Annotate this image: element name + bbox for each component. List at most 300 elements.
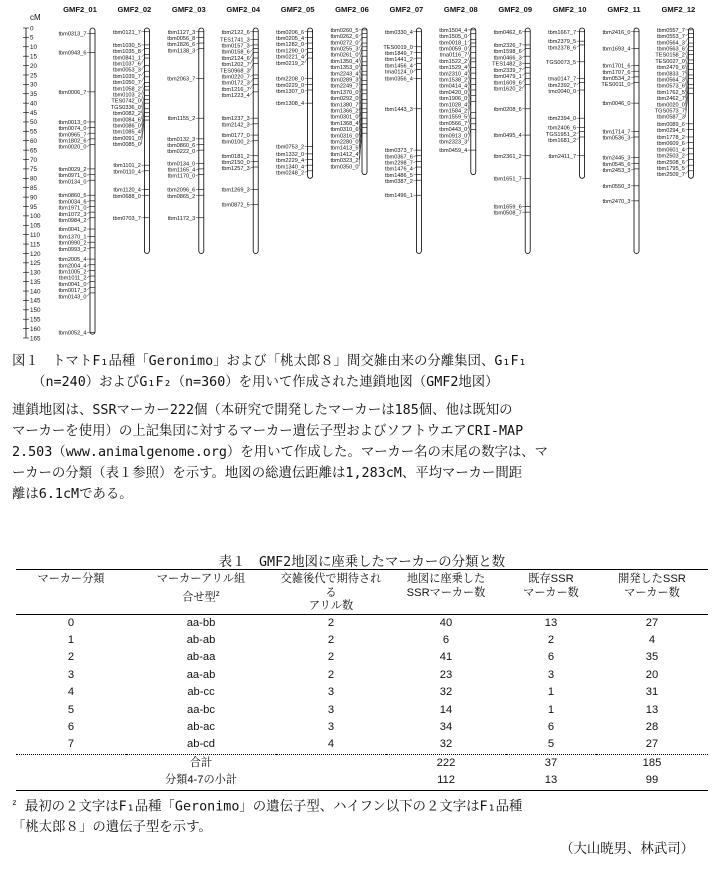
- axis-tick-label: 130: [30, 269, 41, 277]
- marker-label: tbm1030_5: [112, 42, 141, 49]
- marker-label: tbm2394_0: [548, 116, 577, 123]
- figure-caption-line: 図１ トマトF₁品種「Geronimo」および「桃太郎８」間交雑由来の分離集団、G₁F₁: [12, 354, 527, 369]
- marker-connector: [468, 39, 471, 42]
- marker-connector: [250, 79, 253, 83]
- marker-label: tbm0206_6: [276, 29, 305, 36]
- axis-tick-label: 20: [30, 62, 38, 70]
- marker-connector: [685, 37, 688, 42]
- marker-connector: [250, 124, 253, 125]
- marker-label: tbm0566_7: [439, 120, 468, 127]
- marker-label: tbm0220_7: [221, 74, 250, 81]
- marker-connector: [87, 128, 90, 129]
- cell-existing: 1: [547, 703, 555, 716]
- marker-connector: [413, 58, 416, 59]
- marker-connector: [305, 84, 308, 85]
- marker-label: tbm1707_6: [602, 69, 631, 76]
- marker-label: tbm0103_2: [112, 92, 141, 99]
- marker-connector: [685, 165, 688, 168]
- marker-connector: [468, 129, 471, 141]
- marker-label: tbm1072_3: [58, 211, 87, 218]
- marker-connector: [141, 49, 144, 51]
- marker-connector: [685, 148, 688, 149]
- axis-tick-label: 150: [30, 307, 41, 315]
- cell-class: 0: [67, 616, 75, 629]
- cell-alleles: 2: [327, 668, 335, 681]
- marker-label: tbm0387_2: [384, 179, 413, 186]
- marker-label: tbm0913_0: [439, 133, 468, 140]
- axis-tick-label: 110: [30, 231, 41, 239]
- marker-label: tbm2298_7: [384, 160, 413, 167]
- cell-type: ab-ac: [187, 720, 215, 733]
- marker-label: tbm1496_1: [384, 193, 413, 200]
- marker-connector: [631, 82, 634, 84]
- marker-label: tbm1170_0: [167, 173, 196, 180]
- marker-label: tbm2462_7: [656, 96, 685, 103]
- marker-label: tbm0688_0: [112, 193, 141, 200]
- marker-label: tbm0557_7: [656, 27, 685, 34]
- marker-label: TES0019_0: [383, 44, 413, 51]
- marker-connector: [250, 84, 253, 89]
- marker-connector: [685, 154, 688, 156]
- marker-label: tbm1413_5: [330, 145, 359, 152]
- header-text: 合せ型: [182, 591, 216, 604]
- marker-label: tbm1651_7: [493, 176, 522, 183]
- linkage-group-title: GMF2_02: [117, 5, 152, 14]
- marker-label: tbm0367_6: [384, 154, 413, 161]
- marker-label: tbm0017_3: [58, 288, 87, 295]
- figure-caption-line: （n=240）およびG₁F₂（n=360）を用いて作成された連鎖地図（GMF2地図）: [12, 375, 499, 390]
- linkage-group-bar: [362, 28, 367, 175]
- marker-label: tbm0495_4: [493, 133, 522, 140]
- marker-label: tbm0020_0: [58, 144, 87, 151]
- cell-developed: 31: [645, 686, 659, 699]
- marker-label: tbm1308_4: [276, 101, 305, 108]
- marker-label: tbm2509_7: [656, 172, 685, 179]
- marker-label: tbm0056_8: [167, 35, 196, 42]
- marker-connector: [305, 90, 308, 91]
- header-text: マーカー数: [624, 586, 680, 599]
- header-existing-ssr: [506, 570, 596, 615]
- cell-class: 2: [67, 651, 75, 664]
- header-text: マーカー分類: [37, 573, 105, 585]
- axis-tick-label: 45: [30, 109, 38, 117]
- marker-label: tbm0860_6: [167, 143, 196, 150]
- marker-connector: [468, 118, 471, 129]
- cell-alleles: 3: [327, 720, 335, 733]
- marker-connector: [305, 37, 308, 38]
- cell-type: ab-ab: [186, 633, 216, 646]
- marker-label: tbm2124_6: [221, 55, 250, 62]
- marker-connector: [468, 34, 471, 36]
- linkage-group-title: GMF2_11: [607, 5, 641, 14]
- marker-label: tbm0323_2: [330, 158, 359, 165]
- marker-connector: [141, 90, 144, 101]
- linkage-group-title: GMF2_01: [63, 5, 97, 14]
- marker-label: tbm0262_6: [330, 34, 359, 41]
- marker-label: tbm1522_2: [439, 58, 468, 65]
- cell-developed: 27: [645, 738, 659, 751]
- marker-label: tbm0563_6: [656, 46, 685, 53]
- marker-connector: [141, 195, 144, 196]
- marker-label: tbm1223_4: [221, 93, 250, 100]
- marker-label: TES0027_0: [655, 58, 685, 65]
- marker-label: tbm0479_1: [493, 74, 522, 81]
- cell-mapped: 222: [386, 754, 506, 772]
- marker-label: TES0742_0: [111, 98, 141, 105]
- marker-connector: [305, 165, 308, 166]
- marker-connector: [305, 160, 308, 161]
- marker-connector: [577, 82, 580, 84]
- marker-connector: [250, 167, 253, 168]
- footnote-mark: z: [215, 588, 220, 598]
- cell-existing: 13: [506, 772, 596, 790]
- axis-tick-label: 155: [30, 316, 41, 324]
- marker-label: tbm2406_6: [548, 125, 577, 132]
- marker-label: tbm1307_0: [276, 89, 305, 96]
- marker-connector: [359, 56, 362, 67]
- marker-connector: [685, 34, 688, 36]
- marker-label: tbm1269_3: [221, 187, 250, 194]
- marker-connector: [250, 45, 253, 46]
- linkage-group-title: GMF2_12: [661, 5, 696, 14]
- marker-connector: [87, 242, 90, 243]
- marker-connector: [196, 43, 199, 44]
- marker-label: tbm0052_4: [58, 330, 87, 337]
- axis-tick-label: 65: [30, 147, 38, 155]
- marker-label: tbm0313_7: [58, 31, 87, 38]
- axis-tick-label: 120: [30, 250, 41, 258]
- marker-label: tbm1762_5: [656, 89, 685, 96]
- marker-label: tbm1257_3: [221, 166, 250, 173]
- figure-description-line: 離は6.1cMである。: [12, 487, 133, 502]
- marker-label: tbm1505_0: [439, 34, 468, 41]
- marker-connector: [141, 77, 144, 82]
- marker-label: tbm0255_3: [330, 46, 359, 53]
- marker-label: tbm1282_0: [276, 42, 305, 49]
- marker-label: tbm0006_7: [58, 89, 87, 96]
- marker-connector: [577, 131, 580, 133]
- marker-label: tbm1011_2: [58, 275, 87, 282]
- marker-label: tbm2416_0: [602, 29, 631, 36]
- marker-label: tbm1504_4: [439, 27, 468, 34]
- table-header-row: [16, 570, 708, 615]
- marker-connector: [413, 167, 416, 169]
- marker-label: tbm2243_4: [330, 71, 359, 78]
- table-total-row: [16, 754, 708, 772]
- marker-label: tbm0965_7: [58, 132, 87, 139]
- marker-label: tbm2208_0: [276, 76, 305, 83]
- marker-label: tbm0860_5: [58, 193, 87, 200]
- marker-label: tbm0177_0: [221, 133, 250, 140]
- marker-label: tbm1795_5: [656, 165, 685, 172]
- marker-connector: [250, 52, 253, 57]
- marker-label: tbm0046_0: [602, 101, 631, 108]
- marker-connector: [87, 139, 90, 141]
- marker-connector: [87, 144, 90, 146]
- marker-connector: [577, 137, 580, 140]
- marker-label: tbm0330_4: [384, 29, 413, 36]
- marker-connector: [196, 49, 199, 51]
- marker-label: tbm2280_0: [330, 139, 359, 146]
- linkage-group-bar: [634, 28, 639, 253]
- table-row: [16, 667, 708, 684]
- axis-tick-label: 50: [30, 119, 38, 127]
- header-marker-class: [16, 570, 126, 615]
- cell-existing: 1: [547, 686, 555, 699]
- marker-connector: [577, 45, 580, 47]
- marker-connector: [413, 180, 416, 181]
- cell-existing: 3: [547, 668, 555, 681]
- marker-label: tbm1127_3: [167, 29, 196, 36]
- figure-description-line: ーカーの分類（表１参照）を示す。地図の総遺伝距離は1,283cM、平均マーカー間距: [12, 466, 523, 481]
- marker-label: tbm0074_0: [58, 126, 87, 133]
- axis-tick-label: 40: [30, 100, 38, 108]
- marker-label: tbm1340_4: [276, 164, 305, 171]
- marker-label: tbm0872_5: [221, 202, 250, 209]
- cell-mapped: 40: [439, 616, 453, 629]
- marker-label: tbm2249_7: [330, 83, 359, 90]
- marker-label: TES0968_3: [220, 68, 250, 75]
- marker-connector: [87, 282, 90, 284]
- marker-label: tbm1085_4: [112, 129, 141, 136]
- marker-label: tbm1370_0: [330, 89, 359, 96]
- cell-mapped: 6: [442, 633, 450, 646]
- marker-label: tbm1906_0: [439, 96, 468, 103]
- marker-label: tbm0289_3: [330, 77, 359, 84]
- axis-tick-label: 105: [30, 222, 41, 230]
- marker-label: tbm0229_0: [276, 82, 305, 89]
- linkage-group-title: GMF2_04: [226, 5, 261, 14]
- marker-label: tbm0053_3: [112, 67, 141, 74]
- header-text: マーカー数: [523, 586, 579, 599]
- marker-label: tma0116_7: [439, 52, 468, 59]
- marker-label: tbm0172_3: [221, 80, 250, 87]
- linkage-group-title: GMF2_06: [335, 5, 369, 14]
- marker-label: tbm0294_6: [656, 128, 685, 135]
- marker-label: tbm0100_2: [221, 139, 250, 146]
- marker-label: tbm2096_6: [167, 187, 196, 194]
- axis-tick-label: 35: [30, 91, 38, 99]
- cell-class: 5: [67, 703, 75, 716]
- marker-connector: [305, 58, 308, 63]
- axis-tick-label: 90: [30, 194, 38, 202]
- marker-connector: [685, 171, 688, 174]
- marker-connector: [87, 293, 90, 296]
- marker-label: TES1482_3: [492, 61, 522, 68]
- marker-label: tbm2411_7: [548, 153, 577, 160]
- table-row: [16, 702, 708, 719]
- cell-alleles: 3: [327, 703, 335, 716]
- marker-connector: [685, 94, 688, 117]
- marker-label: tbm0222_0: [167, 149, 196, 156]
- marker-connector: [468, 73, 471, 86]
- marker-label: tbm0208_6: [493, 106, 522, 113]
- footnote-line: [12, 792, 522, 817]
- marker-label: tbm0609_6: [656, 141, 685, 148]
- cell-class: 4: [67, 686, 75, 699]
- axis-tick-label: 70: [30, 156, 38, 164]
- marker-label: TGS0073_5: [545, 59, 577, 66]
- marker-label: tbm2361_2: [493, 153, 522, 160]
- header-text: SSRマーカー数: [406, 586, 486, 599]
- marker-class-table: [16, 569, 708, 791]
- marker-label: tbm0350_0: [330, 164, 359, 171]
- linkage-group-title: GMF2_10: [552, 5, 587, 14]
- marker-connector: [141, 116, 144, 138]
- cell-alleles: 2: [327, 633, 335, 646]
- marker-label: tbm1559_5: [439, 114, 468, 121]
- linkage-group-bar: [90, 28, 95, 334]
- marker-label: tbm1667_7: [548, 29, 577, 36]
- marker-label: tbm1353_0: [330, 65, 359, 72]
- marker-label: tbm0971_0: [58, 173, 87, 180]
- marker-label: tbm0260_5: [330, 27, 359, 34]
- marker-label: tbm2150_0: [221, 159, 250, 166]
- footnote-text: 最初の２文字はF₁品種「Geronimo」の遺伝子型、ハイフン以下の２文字はF₁品種: [16, 799, 523, 815]
- marker-label: tbm2479_6: [656, 65, 685, 72]
- marker-label: tbm1441_2: [384, 57, 413, 64]
- marker-label: tbm1971_0: [58, 205, 87, 212]
- linkage-map-figure: [0, 0, 724, 345]
- marker-label: tbm1693_4: [602, 46, 631, 53]
- marker-label: tbm2004_4: [58, 263, 87, 270]
- marker-connector: [250, 141, 253, 142]
- marker-label: tbm0020_0: [656, 102, 685, 109]
- marker-label: tbm1035_8: [112, 49, 141, 56]
- marker-connector: [305, 52, 308, 56]
- marker-label: tbm0134_0: [58, 179, 87, 186]
- cell-total-label: 合計: [16, 754, 386, 772]
- marker-connector: [196, 150, 199, 151]
- axis-tick-label: 80: [30, 175, 38, 183]
- linkage-group-title: GMF2_08: [443, 5, 478, 14]
- cell-existing: 2: [547, 633, 555, 646]
- marker-label: tbm1778_2: [656, 134, 685, 141]
- marker-connector: [141, 71, 144, 76]
- marker-label: tbm2339_7: [493, 67, 522, 74]
- marker-label: tbm2310_4: [439, 71, 468, 78]
- marker-connector: [87, 212, 90, 214]
- marker-label: TGS0573_7: [654, 108, 685, 115]
- marker-connector: [87, 276, 90, 278]
- marker-label: TES0158_2: [655, 52, 685, 59]
- axis-tick-label: 95: [30, 203, 38, 211]
- marker-connector: [196, 169, 199, 170]
- cell-existing: 6: [547, 651, 555, 664]
- marker-label: tbm1165_4: [167, 167, 196, 174]
- marker-label: tbm0316_0: [330, 133, 359, 140]
- marker-connector: [141, 54, 144, 57]
- table-row: [16, 684, 708, 701]
- marker-connector: [522, 56, 525, 57]
- header-text: マーカーアリル組: [156, 573, 246, 585]
- marker-label: tbm0110_4: [113, 169, 141, 176]
- marker-label: tbm1802_6: [58, 138, 87, 145]
- marker-label: tbm0292_0: [330, 96, 359, 103]
- marker-connector: [196, 144, 199, 145]
- header-text: 既存SSR: [528, 573, 574, 585]
- marker-label: tbm0085_0: [112, 142, 141, 149]
- header-mapped-ssr: [386, 570, 506, 615]
- marker-label: tbm0181_2: [221, 153, 250, 160]
- marker-label: tbm0041_0: [58, 281, 87, 288]
- marker-label: tbm1826_6: [167, 42, 196, 49]
- axis-tick-label: 85: [30, 184, 38, 192]
- marker-label: tbm2005_4: [58, 257, 87, 264]
- marker-label: tbm2445_3: [602, 155, 631, 162]
- marker-label: tbm0536_3: [602, 135, 631, 142]
- header-expected-alleles: [276, 570, 386, 615]
- cell-type: aa-bb: [186, 616, 216, 629]
- marker-label: tbm0462_6: [493, 29, 522, 36]
- marker-connector: [196, 175, 199, 176]
- marker-label: tbm2378_6: [548, 45, 577, 52]
- marker-connector: [87, 206, 90, 207]
- axis-tick-label: 165: [30, 335, 41, 343]
- marker-connector: [87, 175, 90, 176]
- figure-description: [12, 400, 712, 505]
- cell-existing: 37: [506, 754, 596, 772]
- marker-label: tbm0553_7: [656, 34, 685, 41]
- marker-label: TES1741_3: [220, 37, 250, 44]
- cell-alleles: 3: [327, 686, 335, 699]
- marker-label: tbm1681_2: [548, 137, 577, 144]
- marker-connector: [522, 212, 525, 213]
- marker-label: tbm0943_6: [58, 50, 87, 57]
- cell-developed: 4: [648, 633, 656, 646]
- marker-connector: [522, 79, 525, 83]
- marker-label: tbm1037_6: [112, 61, 141, 68]
- marker-label: tbm0534_2: [602, 75, 631, 82]
- marker-connector: [413, 52, 416, 53]
- marker-connector: [413, 161, 416, 162]
- marker-connector: [87, 133, 90, 134]
- marker-label: tbm0157_3: [221, 43, 250, 50]
- marker-label: tbm0587_3: [656, 114, 685, 121]
- header-text: 開発したSSR: [618, 573, 686, 585]
- marker-label: tbm0414_4: [439, 83, 468, 90]
- marker-connector: [522, 67, 525, 69]
- cell-developed: 27: [645, 616, 659, 629]
- marker-label: TGS0336_0: [110, 104, 141, 111]
- marker-label: tbm1039_7: [112, 73, 141, 80]
- marker-label: TGS1951_2: [545, 131, 577, 138]
- marker-connector: [250, 92, 253, 95]
- table-title: 表１ GMF2地図に座乗したマーカーの分類と数: [218, 555, 506, 570]
- marker-label: tbm1202_7: [221, 62, 250, 69]
- axis-tick-label: 125: [30, 260, 41, 268]
- header-text: 地図に座乗した: [406, 573, 486, 585]
- marker-label: tbm1028_4: [439, 102, 468, 109]
- marker-label: tbm0205_4: [276, 35, 305, 42]
- marker-label: tbm1714_7: [602, 129, 631, 136]
- cell-class: 1: [67, 633, 75, 646]
- marker-label: tbm1659_6: [493, 204, 522, 211]
- marker-label: tbm2142_3: [221, 122, 250, 129]
- marker-label: tbm0841_1: [112, 55, 141, 62]
- axis-tick-label: 60: [30, 138, 38, 146]
- marker-label: tbm0132_3: [167, 136, 196, 143]
- marker-label: tbm0219_2: [276, 60, 305, 67]
- cell-developed: 28: [645, 720, 659, 733]
- marker-label: tbm1120_4: [113, 187, 141, 194]
- cell-mapped: 112: [386, 772, 506, 790]
- marker-label: tbm0091_0: [112, 135, 141, 142]
- marker-connector: [87, 248, 90, 249]
- figure-caption: [12, 351, 527, 393]
- marker-connector: [413, 69, 416, 71]
- axis-tick-label: 145: [30, 297, 41, 305]
